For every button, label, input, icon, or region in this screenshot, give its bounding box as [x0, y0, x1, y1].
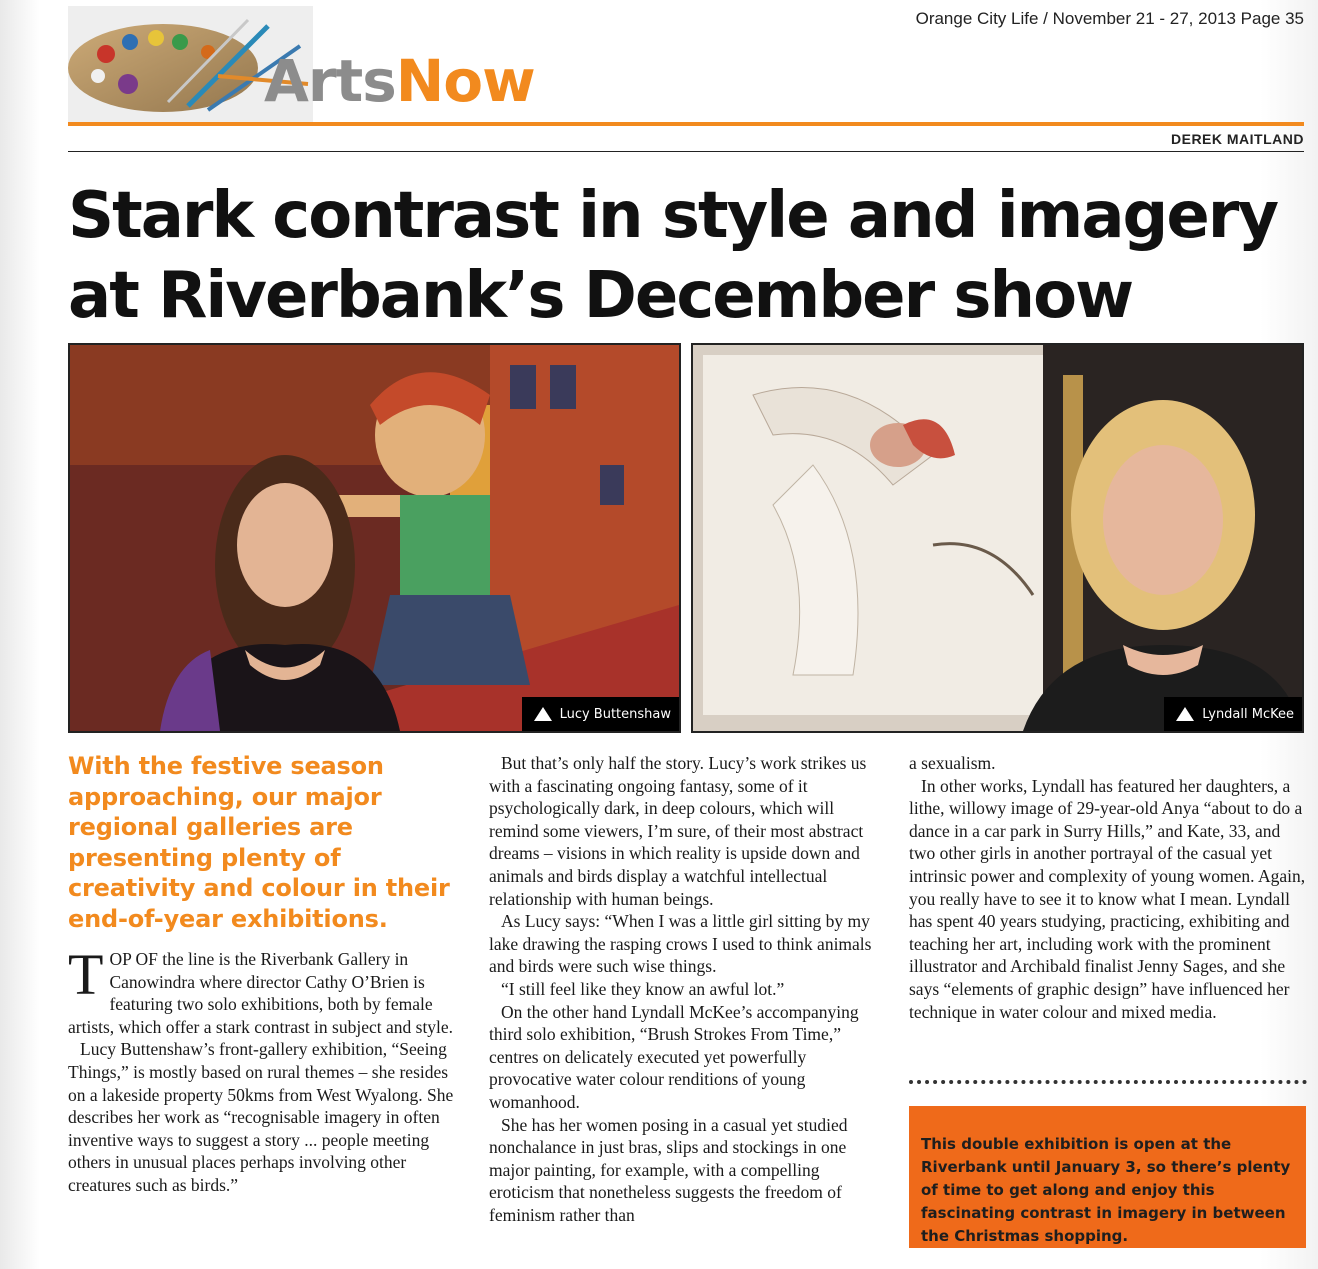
- paragraph: On the other hand Lyndall McKee’s accompanying third solo exhibition, “Brush Strokes From Time,” centres on delicately executed yet powerfully provocative water colour renditions of young womanhood.: [489, 1001, 859, 1112]
- paragraph: As Lucy says: “When I was a little girl sitting by my lake drawing the rasping crows I used to think animals and birds were such wise things.: [489, 911, 872, 977]
- photo-image: [70, 345, 679, 731]
- photo-caption: [1164, 697, 1302, 731]
- article-column-1: [68, 942, 466, 1197]
- standfirst: With the festive season approaching, our major regional galleries are presenting plenty of creativity and colour in their end-of-year exhibitions.: [68, 752, 450, 933]
- paragraph: [68, 942, 466, 1038]
- byline: DEREK MAITLAND: [1171, 131, 1304, 147]
- masthead: [68, 6, 538, 122]
- byline-rule: [68, 151, 1304, 152]
- photo-image: [693, 345, 1302, 731]
- article-column-3: [909, 752, 1306, 1023]
- dotted-divider: [909, 1080, 1307, 1084]
- photo-caption-text: Lyndall McKee: [1202, 706, 1294, 722]
- promo-box: This double exhibition is open at the Riverbank until January 3, so there’s plenty of time to get along and enjoy this fascinating contrast in imagery in between the Christmas shopping.: [909, 1106, 1306, 1248]
- photo-lucy-buttenshaw: [68, 343, 681, 733]
- paragraph-text: OP OF the line is the Riverbank Gallery in Canowindra where director Cathy O’Brien is featuring two solo exhibitions, both by female artists, which offer a stark contrast in subject and style.: [68, 949, 454, 1037]
- section-rule: [68, 122, 1304, 126]
- headline: Stark contrast in style and imagery at Riverbank’s December show: [68, 179, 1278, 333]
- drop-cap: T: [68, 942, 104, 1007]
- section-logo: [264, 47, 535, 115]
- photo-lyndall-mckee: [691, 343, 1304, 733]
- caption-triangle-icon: [1176, 707, 1194, 721]
- section-logo-arts: Arts: [264, 47, 396, 115]
- paragraph: But that’s only half the story. Lucy’s work strikes us with a fascinating ongoing fantasy, some of it psychologically dark, in deep colours, which will remind some viewers, I’m sure, of their most abstract dreams – visions in which reality is upside down and animals and birds display a watchful intellectual relationship with human beings.: [489, 753, 867, 909]
- caption-triangle-icon: [534, 707, 552, 721]
- folio: Orange City Life / November 21 - 27, 2013 Page 35: [915, 9, 1304, 28]
- photo-caption-text: Lucy Buttenshaw: [559, 706, 671, 722]
- paragraph: In other works, Lyndall has featured her daughters, a lithe, willowy image of 29-year-old Anya “about to do a dance in a car park in Surry Hills,” and Kate, 33, and two other girls in another portrayal of the casual yet intrinsic power and complexity of young women. Again, you really have to see it to know what I mean. Lyndall has spent 40 years studying, practicing, exhibiting and teaching her art, including work with the prominent illustrator and Archibald finalist Jenny Sages, and she says “elements of graphic design” have influenced her technique in water colour and mixed media.: [909, 775, 1306, 1022]
- article-column-2: [489, 752, 881, 1226]
- paragraph: “I still feel like they know an awful lot.”: [501, 978, 785, 999]
- paragraph: Lucy Buttenshaw’s front-gallery exhibition, “Seeing Things,” is mostly based on rural themes – she resides on a lakeside property 50kms from West Wyalong. She describes her work as “recognisable imagery in often inventive ways to suggest a story ... people meeting others in unusual places perhaps involving other creatures such as birds.”: [68, 1039, 454, 1195]
- paragraph: a sexualism.: [909, 753, 996, 773]
- section-logo-now: Now: [395, 47, 535, 115]
- paragraph: She has her women posing in a casual yet studied nonchalance in just bras, slips and stockings in one major painting, for example, with a compelling eroticism that nonetheless suggests the freedom of feminism rather than: [489, 1114, 848, 1225]
- photo-caption: [522, 697, 679, 731]
